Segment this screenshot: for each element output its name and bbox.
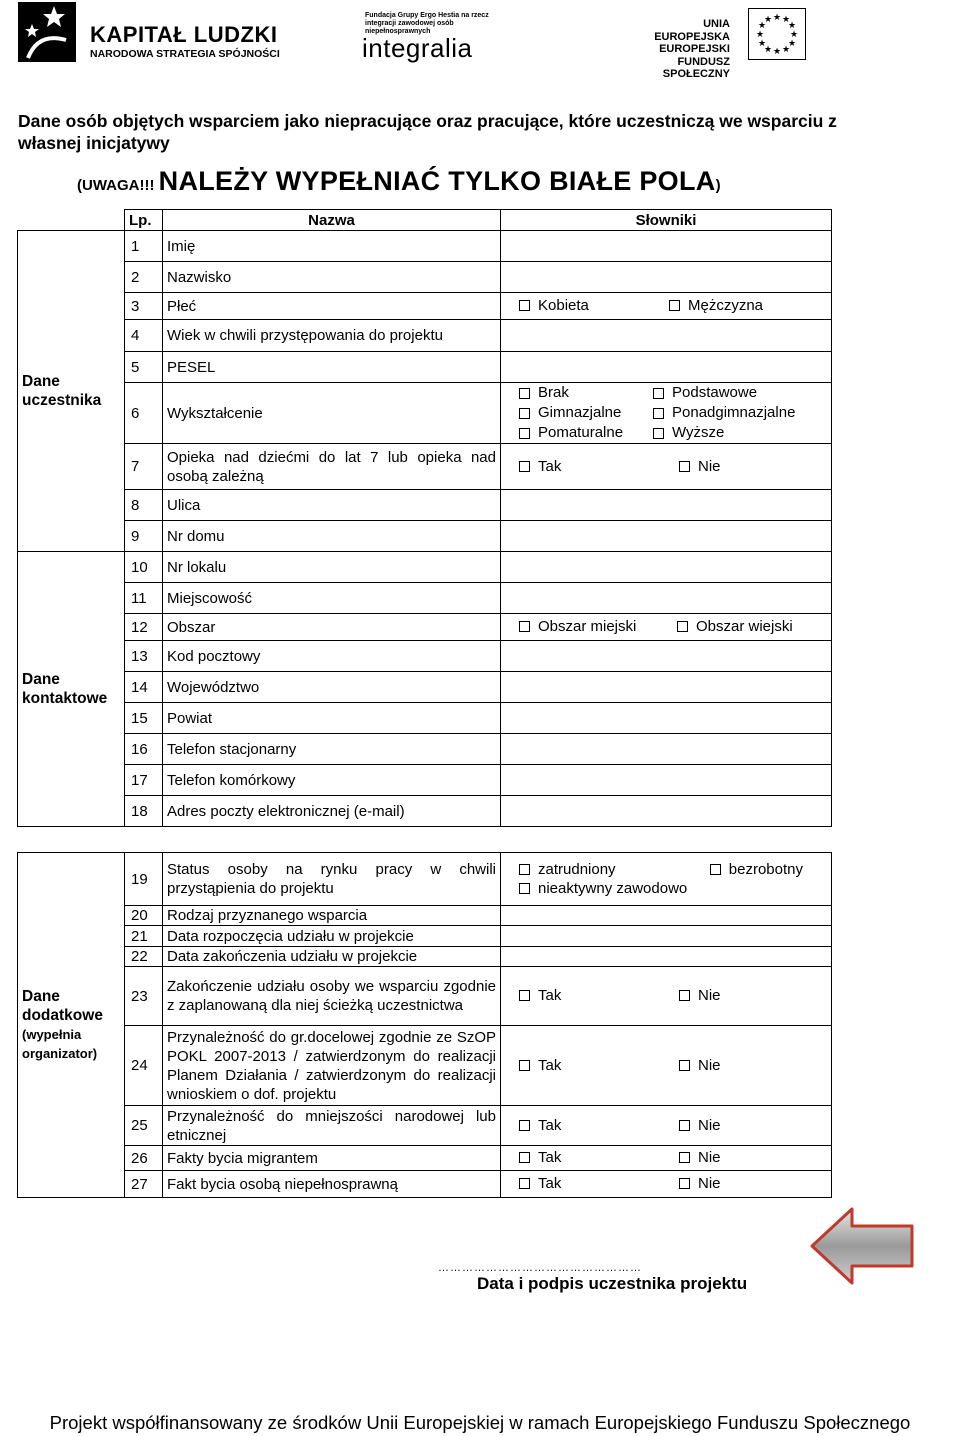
eu-line-1: UNIA EUROPEJSKA [654,18,730,43]
area-urban-checkbox[interactable] [519,617,677,636]
row-label: Województwo [163,672,501,703]
option-label: Tak [538,987,562,1004]
checkbox-icon [653,388,664,399]
row-label: Ulica [163,490,501,521]
row-num: 23 [125,967,163,1026]
email-field[interactable] [501,796,832,827]
section-kontaktowe: Dane kontaktowe [18,552,125,827]
row-label: Obszar [163,614,501,641]
svg-text:★: ★ [787,21,797,31]
row-label: PESEL [163,352,501,383]
completion-options [501,967,832,1026]
row-num: 17 [125,765,163,796]
participant-data-table [17,209,832,827]
checkbox-icon [710,864,721,875]
eu-logo-text [630,18,730,81]
checkbox-icon [679,1178,690,1189]
migrant-yes-checkbox[interactable] [519,1148,679,1167]
header-dict: Słowniki [501,210,832,231]
eu-line-2: EUROPEJSKI [659,43,730,55]
gender-options [501,293,832,320]
row-num: 22 [125,947,163,967]
document-title: Dane osób objętych wsparciem jako niepracujące oraz pracujące, które uczestniczą we wsparciu z własnej inicjatywy [18,111,837,153]
minority-yes-checkbox[interactable] [519,1116,679,1135]
education-ponadgimnazjalne-checkbox[interactable] [653,403,795,423]
status-employed-checkbox[interactable] [519,860,616,879]
svg-text:★: ★ [787,39,797,49]
checkbox-icon [679,990,690,1001]
row-label: Telefon komórkowy [163,765,501,796]
mobile-field[interactable] [501,765,832,796]
row-num: 1 [125,231,163,262]
row-label: Nr domu [163,521,501,552]
checkbox-icon [653,428,664,439]
start-date-field[interactable] [501,926,832,947]
disability-no-checkbox[interactable] [679,1174,721,1193]
option-label: Nie [698,1175,721,1192]
option-label: Pomaturalne [538,424,624,441]
checkbox-icon [519,864,530,875]
row-label: Wiek w chwili przystępowania do projektu [163,320,501,352]
option-label: Gimnazjalne [538,404,622,421]
svg-text:★: ★ [781,45,791,55]
age-field[interactable] [501,320,832,352]
house-number-field[interactable] [501,521,832,552]
disability-yes-checkbox[interactable] [519,1174,679,1193]
svg-text:★: ★ [757,39,767,49]
footer-text: Projekt współfinansowany ze środków Unii Europejskiej w ramach Europejskiego Funduszu Społecznego [49,1412,911,1433]
section-line: Dane [22,988,60,1005]
care-yes-checkbox[interactable] [519,457,679,476]
education-pomaturalne-checkbox[interactable] [519,423,653,443]
education-podstawowe-checkbox[interactable] [653,383,795,403]
additional-data-table [17,852,832,1198]
section-uczestnik: Dane uczestnika [18,231,125,552]
back-arrow-icon[interactable] [808,1206,916,1286]
option-label: Nie [698,987,721,1004]
integralia-logo-word: integralia [362,33,473,63]
eu-flag-icon [748,8,806,60]
option-label: Obszar miejski [538,618,637,635]
checkbox-icon [679,461,690,472]
area-rural-checkbox[interactable] [677,617,793,636]
row-label: Płeć [163,293,501,320]
migrant-no-checkbox[interactable] [679,1148,721,1167]
option-label: Mężczyzna [688,297,764,314]
row-num: 21 [125,926,163,947]
checkbox-icon [519,1178,530,1189]
row-num: 4 [125,320,163,352]
row-label: Miejscowość [163,583,501,614]
row-label: Adres poczty elektronicznej (e-mail) [163,796,501,827]
checkbox-icon [519,461,530,472]
svg-text:★: ★ [772,13,782,23]
row-label: Powiat [163,703,501,734]
street-field[interactable] [501,490,832,521]
area-options [501,614,832,641]
row-label: Imię [163,231,501,262]
option-label: Nie [698,1056,721,1074]
checkbox-icon [519,1060,530,1071]
option-label: Wyższe [672,424,725,441]
checkbox-icon [519,388,530,399]
row-num: 12 [125,614,163,641]
row-num: 27 [125,1171,163,1198]
row-num: 9 [125,521,163,552]
section-dodatkowe [18,853,125,1198]
target-group-options [501,1026,832,1106]
status-inactive-checkbox[interactable] [519,879,687,898]
checkbox-icon [669,300,680,311]
svg-text:★: ★ [781,15,791,25]
section-line: (wypełnia [22,1027,82,1042]
option-label: Kobieta [538,297,589,314]
note-suffix: ) [715,177,721,194]
option-label: zatrudniony [538,860,616,878]
integralia-foundation-text: Fundacja Grupy Ergo Hestia na rzecz integracji zawodowej osób niepełnosprawnych [365,12,489,35]
target-group-no-checkbox[interactable] [679,1056,721,1075]
option-label: Nie [698,1116,721,1134]
row-label: Nazwisko [163,262,501,293]
option-label: Tak [538,457,562,475]
support-type-field[interactable] [501,906,832,926]
row-label: Data zakończenia udziału w projekcie [163,947,501,967]
svg-text:★: ★ [789,30,799,40]
checkbox-icon [677,621,688,632]
row-num: 18 [125,796,163,827]
row-num: 6 [125,383,163,444]
kapital-ludzki-logo-icon [18,2,76,62]
row-num: 5 [125,352,163,383]
city-field[interactable] [501,583,832,614]
labor-status-options [501,853,832,906]
option-label: Podstawowe [672,384,758,401]
checkbox-icon [519,990,530,1001]
checkbox-icon [519,428,530,439]
row-label: Nr lokalu [163,552,501,583]
row-num: 2 [125,262,163,293]
gender-female-checkbox[interactable] [519,296,669,315]
row-label: Przynależność do gr.docelowej zgodnie ze SzOP POKL 2007-2013 / zatwierdzonym do realizacji Planem Działania / zatwierdzonym do realizacji wnioskiem o dof. projektu [163,1026,501,1106]
row-label: Status osoby na rynku pracy w chwili przystąpienia do projektu [163,853,501,906]
row-num: 19 [125,853,163,906]
row-label: Fakty bycia migrantem [163,1146,501,1171]
row-num: 20 [125,906,163,926]
pesel-field[interactable] [501,352,832,383]
voivodeship-field[interactable] [501,672,832,703]
row-num: 24 [125,1026,163,1106]
fill-note [77,166,721,197]
section-line: organizator) [22,1046,98,1061]
kapital-ludzki-subtitle: NARODOWA STRATEGIA SPÓJNOŚCI [90,48,280,60]
care-no-checkbox[interactable] [679,457,721,476]
minority-options [501,1106,832,1146]
option-label: Nie [698,1149,721,1166]
row-num: 16 [125,734,163,765]
checkbox-icon [519,408,530,419]
status-unemployed-checkbox[interactable] [710,860,803,879]
row-label: Data rozpoczęcia udziału w projekcie [163,926,501,947]
option-label: Obszar wiejski [696,618,793,635]
care-options [501,444,832,490]
checkbox-icon [679,1152,690,1163]
signature-line: …………………………………………… [438,1262,642,1274]
apartment-number-field[interactable] [501,552,832,583]
last-name-field[interactable] [501,262,832,293]
row-label: Wykształcenie [163,383,501,444]
signature-label: Data i podpis uczestnika projektu [477,1274,748,1293]
row-num: 8 [125,490,163,521]
option-label: Tak [538,1149,562,1166]
option-label: nieaktywny zawodowo [538,879,688,897]
row-label: Rodzaj przyznanego wsparcia [163,906,501,926]
row-num: 14 [125,672,163,703]
education-none-checkbox[interactable] [519,383,653,403]
education-gimnazjalne-checkbox[interactable] [519,403,653,423]
completion-yes-checkbox[interactable] [519,986,679,1005]
row-num: 15 [125,703,163,734]
row-num: 13 [125,641,163,672]
checkbox-icon [519,883,530,894]
row-label: Opieka nad dziećmi do lat 7 lub opieka nad osobą zależną [163,444,501,490]
postal-code-field[interactable] [501,641,832,672]
minority-no-checkbox[interactable] [679,1116,721,1135]
end-date-field[interactable] [501,947,832,967]
row-label: Telefon stacjonarny [163,734,501,765]
row-num: 11 [125,583,163,614]
checkbox-icon [519,1152,530,1163]
landline-field[interactable] [501,734,832,765]
option-label: Tak [538,1116,562,1134]
option-label: Tak [538,1175,562,1192]
row-label: Przynależność do mniejszości narodowej lub etnicznej [163,1106,501,1146]
note-main: NALEŻY WYPEŁNIAĆ TYLKO BIAŁE POLA [158,166,716,196]
option-label: Nie [698,457,721,475]
row-num: 3 [125,293,163,320]
row-label: Zakończenie udziału osoby we wsparciu zgodnie z zaplanowaną dla niej ścieżką uczestnictwa [163,967,501,1026]
first-name-field[interactable] [501,231,832,262]
education-options [501,383,832,444]
county-field[interactable] [501,703,832,734]
completion-no-checkbox[interactable] [679,986,721,1005]
option-label: Brak [538,384,569,401]
checkbox-icon [679,1060,690,1071]
checkbox-icon [653,408,664,419]
checkbox-icon [519,621,530,632]
row-num: 26 [125,1146,163,1171]
option-label: bezrobotny [728,860,803,878]
kapital-ludzki-title: KAPITAŁ LUDZKI [90,22,278,47]
option-label: Ponadgimnazjalne [672,404,796,421]
checkbox-icon [519,300,530,311]
disability-options [501,1171,832,1198]
svg-text:★: ★ [757,21,767,31]
gender-male-checkbox[interactable] [669,296,763,315]
svg-text:★: ★ [763,15,773,25]
row-label: Fakt bycia osobą niepełnosprawną [163,1171,501,1198]
checkbox-icon [519,1120,530,1131]
row-label: Kod pocztowy [163,641,501,672]
education-wyzsze-checkbox[interactable] [653,423,795,443]
migrant-options [501,1146,832,1171]
row-num: 25 [125,1106,163,1146]
svg-text:★: ★ [763,45,773,55]
section-line: dodatkowe [22,1007,103,1024]
header-name: Nazwa [163,210,501,231]
checkbox-icon [679,1120,690,1131]
eu-line-3: FUNDUSZ SPOŁECZNY [662,55,730,80]
option-label: Tak [538,1056,562,1074]
header-lp: Lp. [125,210,163,231]
svg-text:★: ★ [772,47,782,57]
note-prefix: (UWAGA!!! [77,177,159,194]
row-num: 7 [125,444,163,490]
svg-text:★: ★ [755,30,765,40]
row-num: 10 [125,552,163,583]
target-group-yes-checkbox[interactable] [519,1056,679,1075]
